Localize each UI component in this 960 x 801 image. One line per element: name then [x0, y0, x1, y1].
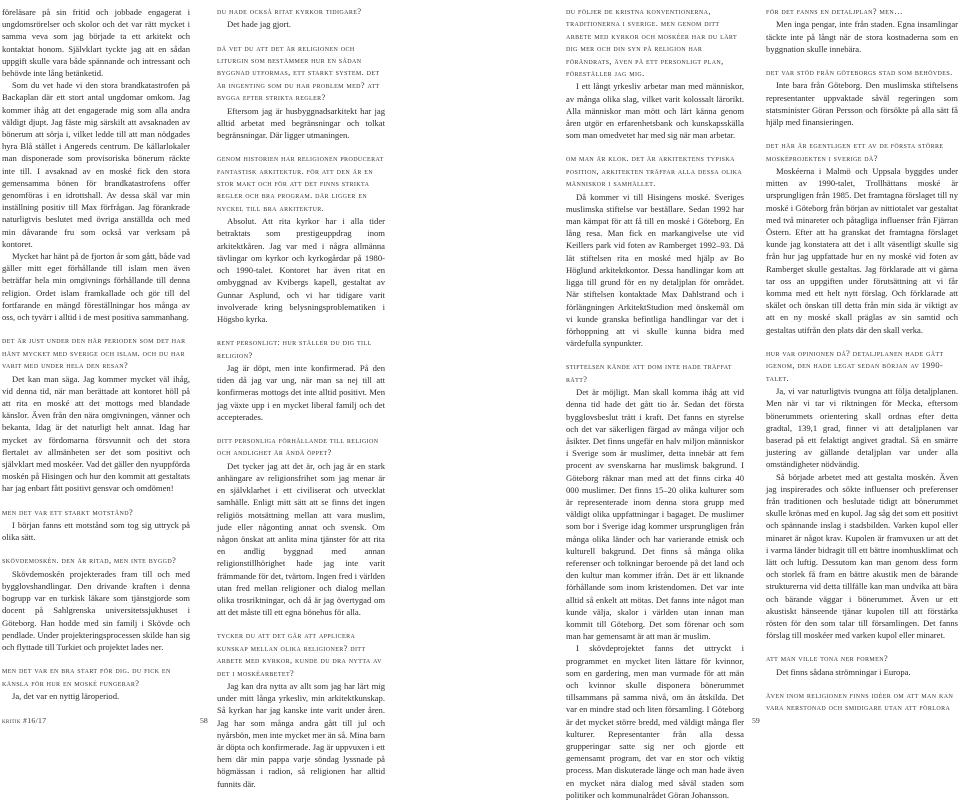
interview-question: du följer de kristna konventionerna, traditionerna i sverige. men genom ditt arbete med kyrkor och moskéer har du lärt dig mer och din syn på religion har förändrats, även på ett personligt plan, föreställer jag mig.: [566, 7, 738, 79]
interview-question: då vet du att det är religionen och liturgin som bestämmer hur en sådan byggnad utformas, ett starkt system. det är ingenting som du har problem med? att bygga efter strikta regler?: [217, 43, 380, 103]
interview-question: men det var en bra start för dig. du fick en känsla för hur en moské fungerar?: [2, 666, 171, 688]
paragraph: Skövdemoskén projekterades fram till och med bygglovshandlingar. Den drivande kraften i denna bogrupp var en turkisk läkare som tjänstgjorde som docent på Sahlgrenska universitetssjukhuset i Göteborg. Han hodde med sin familj i Skövde och pendlade. Under projekteringsprocessen skilde han sig och flyttade till Turkiet och projektet lades ner.: [2, 568, 190, 652]
paragraph: Ja, vi var naturligtvis tvungna att följa detaljplanen. Men när vi tar vi riktningen för Mecka, eftersom bönerummets orientering skall ordnas efter detta gradtal, 139,1 grad, finner vi att detaljplanen var baserad på ett felaktigt angivet gradtal. Så en smärre justering av gällande detaljplan var under alla omständigheter nödvändig.: [766, 386, 958, 470]
paragraph: Eftersom jag är husbyggnadsarkitekt har jag alltid arbetat med begränsningar och tolkat begränsningar. Där ligger utmaningen.: [217, 105, 385, 141]
page-number-right: 59: [752, 716, 760, 725]
right-page-column-2: [766, 6, 958, 715]
paragraph: Moskéerna i Malmö och Uppsala byggdes under mitten av 1990-talet, Trollhättans moské är ursprungligen från 1985. Det framtagna förslaget till ny moské i Göteborg från början av nittiotalet var gestaltat med två minareter och påtagliga influenser från Fjärran Östern. Efter att ha granskat det framtagna förslaget kunde jag konstatera att det i allt väsentligt skulle sig från hur jag uppfattade hur en ny moské vid foten av Ramberget skulle gestaltas. Jag förklarade att vi gärna tar oss an uppgiften under förutsättning att vi får komma med ett helt nytt förslag. Och förklarade att skälet och önskan till detta från min sida är viktigt av att en ny moské skall präglas av sin samtid och gestaltas utifrån den plats där den skall verka.: [766, 166, 958, 335]
paragraph: Absolut. Att rita kyrkor har i alla tider betraktats som prestigeuppdrag inom arkitektkåren. Jag var med i några allmänna tävlingar om kyrkor och kyrkogårdar på 1980- och 1990-talet. Kontoret har även ritat en ombyggnad av Kvibergs kapell, gestaltat av Gunnar Asplund, och vi har tidigare varit involverade kring belysningsproblematiken i Högsbo kyrka.: [217, 216, 385, 324]
interview-question: tycker du att det går att applicera kunskap mellan olika religioner? ditt arbete med kyrkor, kunde du dra nytta av det i moskéarbetet?: [217, 631, 382, 678]
interview-question: ditt personliga förhållande till religion och andlighet är ändå öppet?: [217, 435, 379, 458]
paragraph: Jag kan dra nytta av allt som jag har lärt mig under mitt långa yrkesliv, min arkitektkunskap. Så kyrkan har jag kanske inte varit under åren. Jag har som många andra gått till jul och nyårsbön, men inte mycket mer än så. Mina barn är döpta och konfirmerade. Jag är uppvuxen i ett hem där min pappa varje söndag lyssnade på högmässan i radion, så religionen har alltid funnits där.: [217, 681, 386, 789]
interview-question: men det var ett starkt motstånd?: [2, 507, 134, 517]
interview-question: om man är klok. det är arkitektens typiska position, arkitekten träffar alla dessa olika människor i samhället.: [566, 154, 743, 189]
interview-question: att man ville tona ner formen?: [766, 654, 889, 664]
paragraph: I början fanns ett motstånd som tog sig uttryck på olika sätt.: [2, 519, 190, 543]
paragraph: Mycket har hänt på de fjorton år som gått, både vad gäller mitt eget förhållande till islam men även beträffar hela min omgivnings förhållande till denna religion. Ordet islam framkallade och gör till del fortfarande en mängd föreställningar hos många av oss, och tyvärr i alltid i de mest positiva sammanhang.: [2, 251, 190, 323]
paragraph: Det är möjligt. Man skall komma ihåg att vid denna tid hade det gått tio år. Sedan det första bygglovsbeslut trätt i kraft. Det fanns en styrelse och det var säkerligen färgad av många viljor och åsikter. Det finns ungefär en halv miljon människor i Sverige som är muslimer, detta innebär att fem procent av svenskarna har muslimsk bakgrund. I Göteborg räknar man med att det finns cirka 40 000 muslimer. Det finns 15–20 olika kulturer som är representerade inom denna stora grupp med väldigt olika uppfattningar i bagaget. De muslimer som bor i Sverige idag kommer ursprungligen från många olika länder och har varierande etnisk och kulturell bakgrund. Det finns så många olika referenser och tolkningar beroende på det land och den kultur man kommer ifrån. Det är ett liknande förhållande som inom kristendomen. Det var inte alltid så enkelt att mötas. Det fanns inte något man kunde välja, skalor i världen utan innan man kommit till Göteborg. Det som förenar och som man har gemensamt är att man är muslim.: [566, 387, 744, 642]
paragraph: Det tycker jag att det är, och jag är en stark anhängare av religionsfrihet som jag menar är en självklarhet i ett civiliserat och utvecklat samhälle. Enligt mitt sätt att se finns det ingen religiös motsättning mellan att vara muslim, jude eller någonting annat och svensk. Om någon önskat att anlita mina tjänster för att rita en andlig byggnad med annan religionstillhörighet hade jag inte varit främmande för det, tvärtom. Ingen fred i världen utan fred mellan religioner och dialog mellan olika trosriktningar, och då är jag övertygad om att det måste till ett egna bönehus för alla.: [217, 460, 385, 618]
paragraph: föreläsare på sin fritid och jobbade engagerat i ungdomsrörelser och skolor och det var rätt mycket i samma veva som jag började ta ett arkitekt och kontaktat honom. Självklart tyckte jag att en sådan uppgift skulle vara både spännande och intressant och behövde inte lång betänketid.: [2, 7, 190, 79]
interview-question: rent personligt: hur ställer du dig till religion?: [217, 338, 372, 360]
paragraph: Så började arbetet med att gestalta moskén. Även jag inspirerades och sökte influenser och preferenser från traditionen och beslutade tidigt att bönerummet skulle krönas med en kupol. Jag såg det som ett positivt och spännande inslag i stadsbilden. Varken kupol eller minaret är något krav. Kupolen är framvuxen ur att det i varma länder bidragit till ett bättre inomhusklimat och lätt och luftig. Dessutom kan man genom dess form och storlek få fram en bättre akustik men de bärande strukturerna vid detta tillfälle kan man undvika att bära och bärande väggar i bönerummet. Även ur ett akustiskt hänseende tjänar kupolen till att förstärka rösten för den som talar till församlingen. Det fanns förslag till moskéer med varken kupol eller minaret.: [766, 471, 958, 641]
paragraph: I ett långt yrkesliv arbetar man med människor, av många olika slag, vilket varit kolossalt lärorikt. Alla människor man mött och lärt känna genom åren utgör en erfarenhetsbank och kunskapsskälla som man omedvetet har med sig när man arbetar.: [566, 81, 744, 141]
left-page-column-2: [217, 6, 385, 790]
paragraph: Det finns sådana strömningar i Europa.: [776, 666, 911, 677]
interview-question: även inom religionen finns idéer om att man kan vara nerstonad och smidigare utan att förlora: [766, 690, 954, 713]
interview-question: du hade också ritat kyrkor tidigare?: [217, 7, 362, 16]
interview-question: stiftelsen kände att dom inte hade träffat rätt?: [566, 362, 732, 384]
paragraph: Ja, det var en nyttig läroperiod.: [12, 690, 120, 701]
left-page-column-1: [2, 6, 190, 702]
paragraph: Det hade jag gjort.: [227, 19, 291, 30]
paragraph: I skövdeprojektet fanns det uttryckt i programmet en mycket liten lättare för kvinnor, som en gardering, men man vurmade för att män och kvinnor skulle disponera bönerummet tillsammans på samma nivå, om än åtskilda. Det var en mindre stad och liten församling. I Göteborg är det mycket större bredd, med väldigt många fler kulturer. Representanter från alla dessa grupperingar satte sig ner och gjorde ett gemensamt program, det var en stor och viktig process. Man diskuterade länge och man hade även en mycket nära dialog med såväl staden som politiker och kommunalrådet Göran Johansson.: [566, 643, 744, 800]
page-number-left: 58: [200, 716, 208, 725]
paragraph: Det kan man säga. Jag kommer mycket väl ihåg, vid denna tid, när man berättade att kontoret höll på att rita en moské att det mottogs med blandade känslor. Även från den nära omgivningen, vänner och bekanta. Idag är det naturligt helt annat. Idag har mycket av fördomarna försvunnit och det stora flertalet av allmänheten ser det som positivt och självklart med moskéer. Vad det gäller den nyuppförda moskén på Hisingen och hur den kommit att gestaltats har jag enbart fått positivt gensvar och omdömen!: [2, 373, 190, 494]
interview-question: det var stöd från göteborgs stad som behövdes.: [766, 68, 953, 78]
interview-question: det är just under den här perioden som det har hänt mycket med sverige och islam. och du har varit med under hela den resan?: [2, 336, 186, 371]
paragraph: Som du vet hade vi den stora brandkatastrofen på Backaplan där ett stort antal ungdomar omkom. Jag kommer ihåg att det engagerade mig som alla andra väldigt djupt. Jag fäste mig särskilt att avsaknaden av bönerum att sörja i, vilket ledde till att man nödgades hyra Blå stället i Angereds centrum. De källarlokaler man disponerade som provisoriska bönerum räckte inte till. I avsaknad av en moské fick den stora gemensamma bönen för brandkatastrofens offer genomföras i en idrottshall. Av dessa skäl var min inställning positiv till Max förfrågan. Jag förankrade naturligtvis beslutet med övriga anställda och med min dåvarande fru som också var verksam på kontoret.: [2, 80, 190, 249]
journal-footer: kritik #16/17: [2, 716, 47, 725]
interview-question: genom historien har religionen producerat fantastisk arkitektur. för att den är en stor makt och för att det finns strikta regler och bra program. där ligger en nyckel till bra arkitektur.: [217, 154, 384, 213]
right-page-column-1: [566, 6, 744, 801]
interview-question: hur var opinionen då? detaljplanen hade gått igenom, den hade legat sedan början av 1990-talet.: [766, 348, 944, 383]
interview-question: för det fanns en detaljplan? men…: [766, 7, 903, 16]
paragraph: Inte bara från Göteborg. Den muslimska stiftelsens representanter uppvaktade såväl regeringen som statsminister Göran Persson och försökte på alla sätt få hjälp med finansieringen.: [766, 80, 958, 128]
paragraph: Men inga pengar, inte från staden. Egna insamlingar täckte inte på långt när de stora kostnaderna som en byggnation skulle innebära.: [766, 19, 958, 54]
interview-question: det här är egentligen ett av de första större mosképrojekten i sverige då?: [766, 141, 944, 163]
paragraph: Jag är döpt, men inte konfirmerad. På den tiden då jag var ung, när man sa nej till att konfirmeras mottogs det inte alltid positivt. Men jag växte upp i en mycket liberal familj och det accepterades.: [217, 362, 385, 422]
paragraph: Då kommer vi till Hisingens moské. Sveriges muslimska stiftelse var beställare. Sedan 1992 har man kämpat för att få till en moské i Göteborg. En lång resa. Man fick en markangivelse ute vid Keillers park vid foten av Ramberget 1992–93. Då lät stiftelsen rita en moské med hjälp av Bo Höglund arkitektkontor. Dessa handlingar kom att ligga till grund för en ny detaljplan för området. När stiftelsen kontaktade Max Dahlstrand och i förlängningen ArkitektStudion med önskemål om vi kunde granska befintliga handlingar var det i förhoppning att vi skulle kunna bidra med värdefulla synpunkter.: [566, 191, 744, 349]
interview-question: skövdemoskén. den är ritad, men inte byggd?: [2, 556, 177, 566]
